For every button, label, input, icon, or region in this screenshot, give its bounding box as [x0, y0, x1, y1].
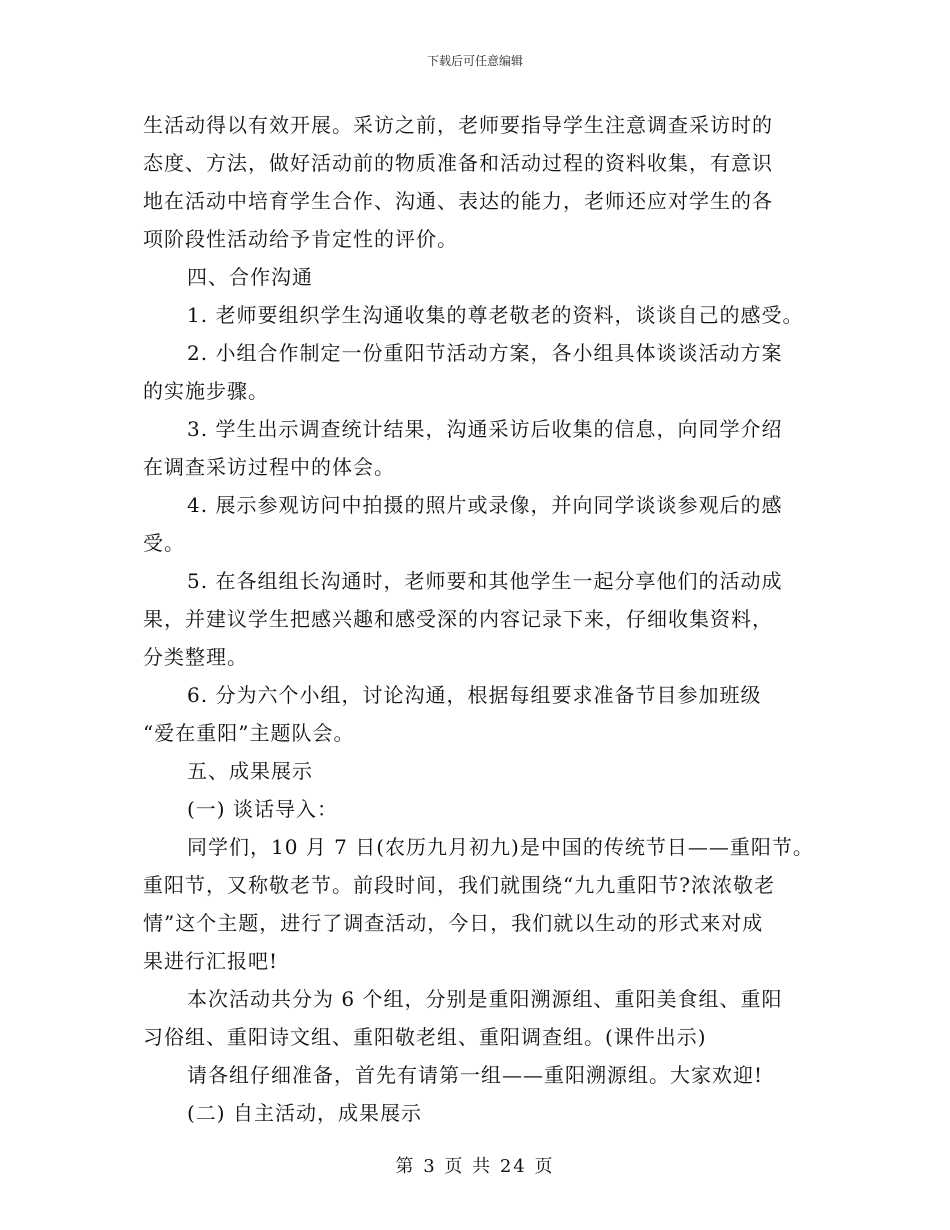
- text-line: 果进行汇报吧!: [143, 949, 279, 973]
- text-line: 在调查采访过程中的体会。: [143, 455, 395, 479]
- text-line: 五、成果展示: [187, 759, 313, 783]
- text-line: “爱在重阳”主题队会。: [143, 721, 355, 745]
- text-line: 请各组仔细准备，首先有请第一组——重阳溯源组。大家欢迎!: [187, 1063, 764, 1087]
- text-line: 果，并建议学生把感兴趣和感受深的内容记录下来，仔细收集资料，: [143, 607, 773, 631]
- text-line: 2. 小组合作制定一份重阳节活动方案，各小组具体谈谈活动方案: [187, 341, 783, 365]
- text-line: 地在活动中培育学生合作、沟通、表达的能力，老师还应对学生的各: [143, 189, 773, 213]
- text-line: 的实施步骤。: [143, 379, 269, 403]
- text-line: 四、合作沟通: [187, 265, 313, 289]
- document-body: [143, 106, 823, 1132]
- text-line: 同学们，10 月 7 日(农历九月初九)是中国的传统节日——重阳节。: [187, 835, 814, 859]
- page-footer: 第 3 页 共 24 页: [395, 1156, 555, 1177]
- text-line: 习俗组、重阳诗文组、重阳敬老组、重阳调查组。(课件出示): [143, 1025, 707, 1049]
- text-line: 本次活动共分为 6 个组，分别是重阳溯源组、重阳美食组、重阳: [187, 987, 783, 1011]
- text-line: 态度、方法，做好活动前的物质准备和活动过程的资料收集，有意识: [143, 151, 773, 175]
- text-line: 4. 展示参观访问中拍摄的照片或录像，并向同学谈谈参观后的感: [187, 493, 783, 517]
- text-line: (二) 自主活动，成果展示: [187, 1101, 422, 1125]
- text-line: 情”这个主题，进行了调查活动，今日，我们就以生动的形式来对成: [143, 911, 764, 935]
- text-line: 3. 学生出示调查统计结果，沟通采访后收集的信息，向同学介绍: [187, 417, 783, 441]
- text-line: 1. 老师要组织学生沟通收集的尊老敬老的资料，谈谈自己的感受。: [187, 303, 804, 327]
- text-line: 生活动得以有效开展。采访之前，老师要指导学生注意调查采访时的: [143, 113, 773, 137]
- text-line: 5. 在各组组长沟通时，老师要和其他学生一起分享他们的活动成: [187, 569, 783, 593]
- text-line: (一) 谈话导入：: [187, 797, 338, 821]
- page-header: 下载后可任意编辑: [426, 54, 523, 68]
- text-line: 重阳节，又称敬老节。前段时间，我们就围绕“九九重阳节?浓浓敬老: [143, 873, 775, 897]
- text-line: 受。: [143, 531, 185, 555]
- text-line: 6. 分为六个小组，讨论沟通，根据每组要求准备节目参加班级: [187, 683, 762, 707]
- text-line: 分类整理。: [143, 645, 248, 669]
- text-line: 项阶段性活动给予肯定性的评价。: [143, 227, 458, 251]
